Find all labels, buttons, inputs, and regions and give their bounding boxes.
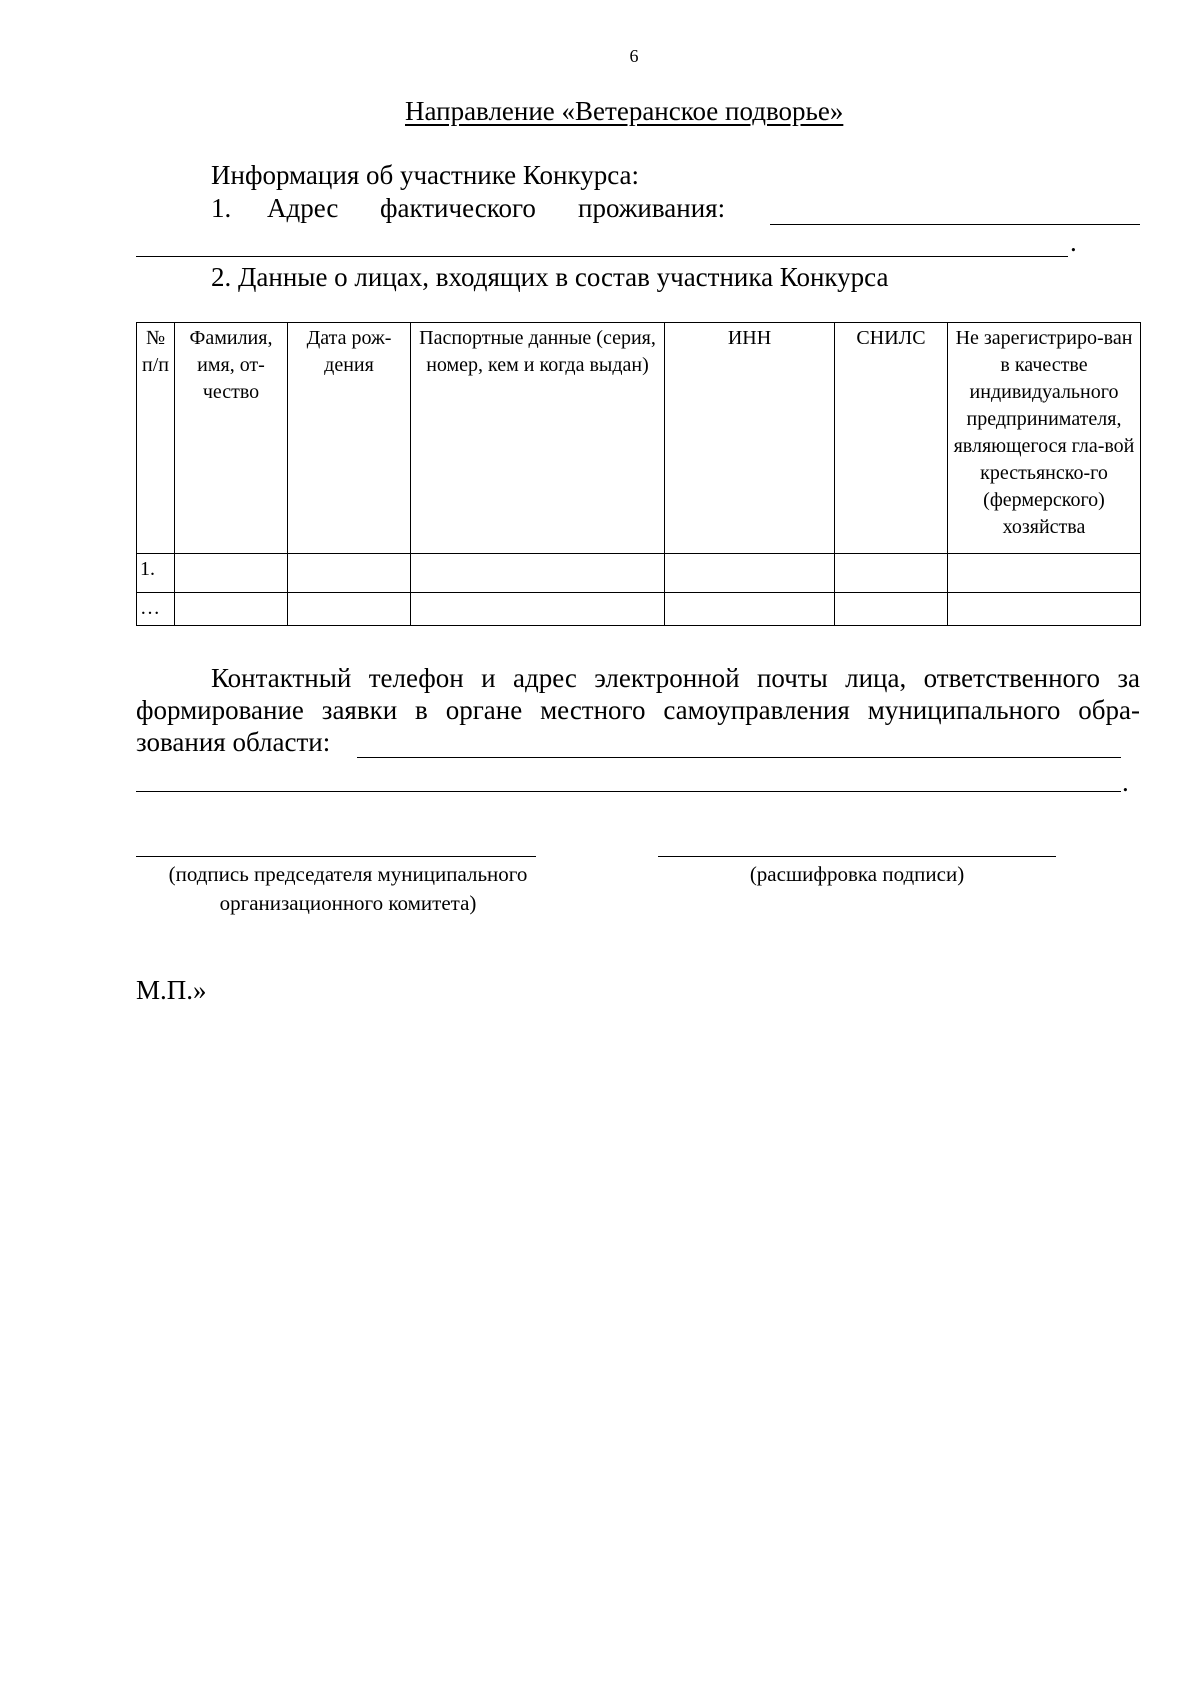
signature-decoding-caption: (расшифровка подписи) [749, 862, 965, 886]
table-cell[interactable] [835, 593, 948, 626]
signature-decoding-line[interactable] [658, 856, 1056, 857]
table-cell[interactable] [948, 554, 1141, 593]
contact-fill-line-1[interactable] [357, 757, 1121, 758]
table-row [137, 593, 1141, 626]
address-word-1: Адрес [267, 193, 339, 223]
participants-table [136, 322, 1141, 626]
participant-info-title: Информация об участнике Конкурса: [211, 160, 640, 190]
table-header-row [137, 323, 1141, 554]
table-cell[interactable] [175, 593, 288, 626]
header-passport: Паспортные данные (серия, номер, кем и когда выдан) [411, 323, 665, 554]
table-cell[interactable] [288, 593, 411, 626]
table-cell[interactable] [411, 554, 665, 593]
address-number: 1. [211, 193, 232, 223]
address-word-2: фактического [380, 193, 536, 223]
direction-heading: Направление «Ветеранское подворье» [405, 96, 844, 126]
table-cell[interactable] [175, 554, 288, 593]
address-period: . [1070, 227, 1077, 257]
contact-fill-line-2[interactable] [136, 791, 1121, 792]
page-number: 6 [629, 46, 639, 66]
address-fill-line-2[interactable] [136, 256, 1068, 257]
table-cell[interactable] [665, 554, 835, 593]
table-cell[interactable] [835, 554, 948, 593]
header-snils: СНИЛС [835, 323, 948, 554]
header-number: № п/п [137, 323, 175, 554]
signature-caption: (подпись председателя муниципального организационного комитета) [168, 862, 528, 915]
header-birth-date: Дата рож-дения [288, 323, 411, 554]
table-cell: 1. [137, 554, 175, 593]
contact-info-text [136, 662, 1140, 758]
address-word-3: проживания: [578, 193, 726, 223]
header-full-name: Фамилия, имя, от-чество [175, 323, 288, 554]
table-cell: … [137, 593, 175, 626]
header-not-registered: Не зарегистриро-ван в качестве индивидуального предпринимателя, являющегося гла-вой крестьянско-го (фермерского) хозяйства [948, 323, 1141, 554]
signature-line[interactable] [136, 856, 536, 857]
table-cell[interactable] [288, 554, 411, 593]
table-cell[interactable] [411, 593, 665, 626]
contact-info-label: Контактный телефон и адрес электронной почты лица, ответственного за формирование заявки в органе местного самоуправления муниципального обра-зования области: [136, 663, 1140, 757]
contact-period: . [1122, 767, 1129, 797]
address-fill-line-1[interactable] [770, 224, 1140, 225]
header-inn: ИНН [665, 323, 835, 554]
table-cell[interactable] [665, 593, 835, 626]
table-row [137, 554, 1141, 593]
stamp-mark: М.П.» [136, 975, 207, 1005]
table-cell[interactable] [948, 593, 1141, 626]
persons-section-title: 2. Данные о лицах, входящих в состав участника Конкурса [211, 262, 889, 292]
